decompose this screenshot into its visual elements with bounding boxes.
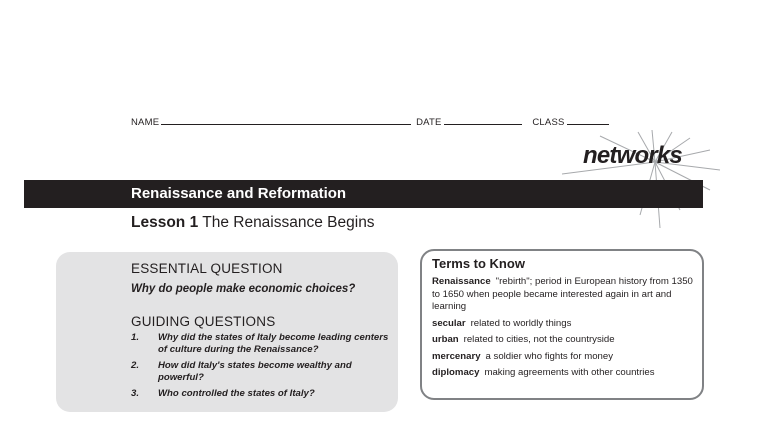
guiding-question: 2. How did Italy's states become wealthy and powerful? [131,360,352,383]
unit-title: Renaissance and Reformation [131,185,347,202]
term-item [432,318,700,331]
name-blank [161,116,411,125]
date-label: DATE [416,117,442,128]
term-word: mercenary [432,350,481,362]
guiding-questions-heading: GUIDING QUESTIONS [131,314,276,329]
unit-title-bar [24,180,703,208]
class-blank [567,116,609,125]
term-item [432,367,700,380]
essential-question-text: Why do people make economic choices? [131,283,356,295]
term-item [432,351,700,364]
term-definition: making agreements with other countries [484,367,655,378]
guiding-questions-list [131,332,391,404]
terms-heading: Terms to Know [432,256,525,271]
term-definition: a soldier who fights for money [485,350,613,362]
terms-list [432,276,700,384]
term-item [432,334,700,347]
class-label: CLASS [532,117,565,128]
term-word: Renaissance [432,276,491,287]
guiding-question: 1. Why did the states of Italy become leading centers of culture during the Renaissance? [131,332,389,355]
lesson-number: Lesson 1 [131,214,199,231]
term-word: secular [432,317,466,329]
term-word: urban [432,334,459,345]
guiding-question: 3. Who controlled the states of Italy? [131,388,315,399]
term-word: diplomacy [432,367,480,378]
date-blank [444,116,522,125]
term-item [432,276,700,314]
lesson-title [131,214,375,232]
term-definition: related to cities, not the countryside [463,334,615,345]
logo-text: networks [583,142,682,169]
header-fields [131,116,611,128]
essential-question-heading: ESSENTIAL QUESTION [131,261,283,276]
lesson-name: The Renaissance Begins [202,214,375,231]
term-definition: related to worldly things [470,317,572,329]
term-definition: "rebirth"; period in European history from 1350 to 1650 when people became interested again in art and learning [432,276,693,312]
name-label: NAME [131,117,160,128]
